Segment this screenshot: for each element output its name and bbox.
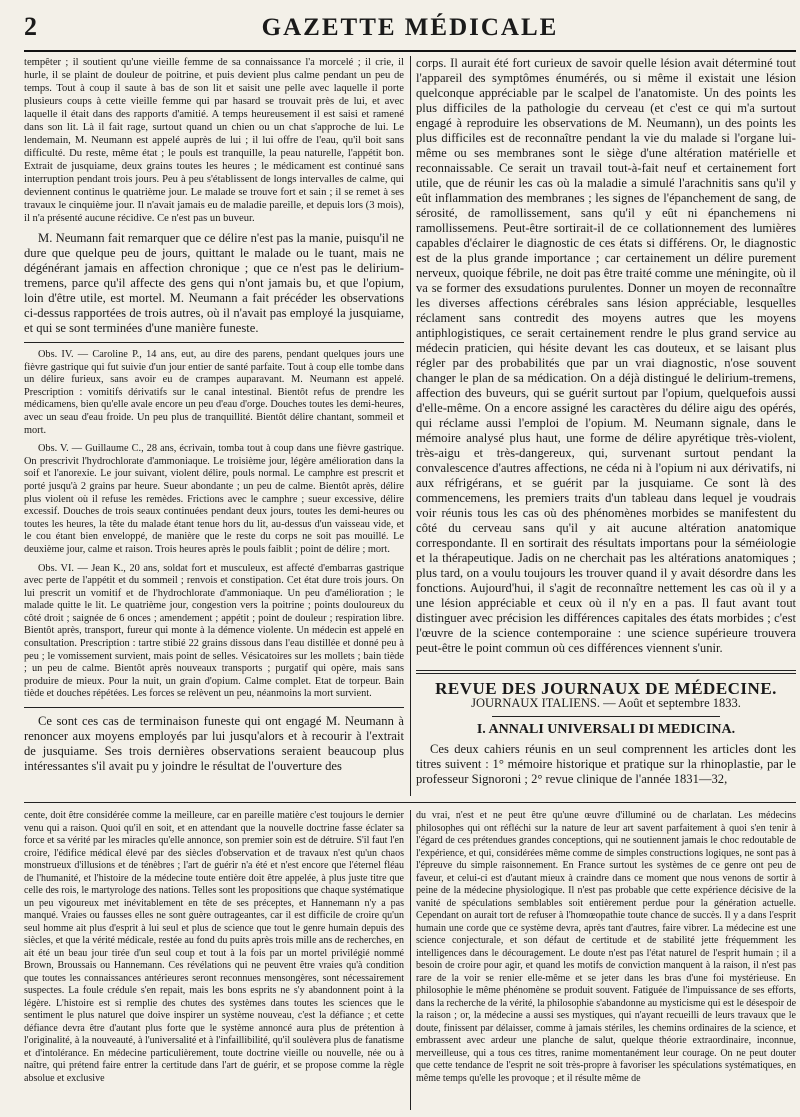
masthead [24,8,796,52]
observation-6: Obs. VI. — Jean K., 20 ans, soldat fort et musculeux, est affecté d'embarras gastrique avec perte de l'appétit et du sommeil ; renvois et constipation. Cet état dure trois jours. On lui prescrit un vomitif et de l'hydrochlorate d'ammoniaque. Un peu d'amélioration ; le malade quitte le lit. Le quatrième jour, congestion vers la poitrine ; points douloureux du côté droit ; saignée de 6 onces ; amendement ; appétit ; point de douleur ; respiration libre. Bientôt après, transport, fureur qui monte à la démence violente. Un médecin est appelé en consultation. Prescription : tartre stibié 22 grains dissous dans l'eau distillée et donné peu à peu ; le vomissement survient, mais point de selles. Vésicatoires sur les mollets ; bain tiède ; un peu de calme. Bientôt après nouveaux transports ; purgatif qui opère, mais sans produire de mieux. Pour la nuit, un grain d'opium. Calme complet. Etat de torpeur. Bain tiède et douches répétées. Les forces se relèvent un peu, néanmoins la mort survient. [24,562,404,700]
feuilleton-section [24,810,796,1110]
divider [492,716,720,717]
top-section [24,56,796,796]
feuilleton-right-column [416,810,796,1110]
observation-5: Obs. V. — Guillaume C., 28 ans, écrivain, tomba tout à coup dans une fièvre gastrique. On prescrivit l'hydrochlorate d'ammoniaque. Le troisième jour, légère amélioration dans la soif et l'anorexie. Le jour suivant, violent délire, pouls normal. Le camphre est prescrit et porté jusqu'à 2 grains par heure. Sueur abondante ; un peu de calme. Bientôt après, délire plus violent où il refuse les remèdes. Frictions avec le camphre ; sueur excessive, délire excessif. Douches de trois seaux continuées pendant deux jours, toutes les demi-heures ou toutes les heures, la tête du malade étant tenue hors du lit, au-dessus d'un vaisseau vide, et le cou étant bien enveloppé, de manière que le reste du corps ne soit pas mouillé. Le deuxième jour, calme et raison. Trois heures après le pouls faiblit ; point de délire ; mort. [24,443,404,555]
feuilleton-right-text: du vrai, n'est et ne peut être qu'une œuvre d'illuminé ou de charlatan. Les médecins philosophes qui ont réfléchi sur la nature de leur art savent parfaitement à quoi s'en tenir à l'égard de ces prétendues grandes conceptions, qui ne soutiennent jamais le choc redoutable de l'expérience, et qui, considérées même comme de simples constructions logiques, ne sont pas à l'épreuve du simple raisonnement. En France surtout les systèmes de ce genre ont peu de faveur, et celui-ci est d'autant mieux à craindre dans ce moment que nous venons de sortir à peine de la médecine physiologique. Il n'est pas probable que cette expérience décisive de la vanité de spéculations semblables soit entièrement perdue pour la génération actuelle. Cependant on aurait tort de refuser à l'homœopathie toute chance de succès. Il y a dans l'esprit humain une corde que ce système devra, après tant d'autres, faire vibrer. La médecine est une science conjecturale, et son défaut de certitude et de stabilité jette fréquemment les intelligences dans le découragement. Le doute n'est pas l'état naturel de l'esprit humain ; il a besoin de croire pour agir, et quand les motifs de conviction manquent à la raison, il n'est pas rare de la voir se renier elle-même et se jeter dans les bras d'une foi mystérieuse. En philosophie le même phénomène se produit souvent. Fatiguée de l'impuissance de ses efforts, dans la recherche de la vérité, la philosophie s'abandonne au mysticisme qui est le désespoir de la raison ; or, la médecine a aussi ses mystiques, qui n'ayant recueilli de leurs travaux que le doute, finissent par délaisser, comme à jamais stériles, les chemins ordinaires de la science, et embrassent avec ardeur une planche de salut, quelque théorie extraordinaire, inconnue, merveilleuse, qui a tous ces titres, ranime momentanément leur courage. On ne peut douter que cette tendance de l'esprit ne soit très-propre à favoriser les spéculations systématiques, en même temps qu'elle les provoque ; et il résulte même de [416,810,796,1084]
section-rule [416,670,796,674]
feuilleton-left-text: cente, doit être considérée comme la meilleure, car en pareille matière c'est toujours le dernier venu qui a raison. Quoi qu'il en soit, et en attendant que la nouvelle doctrine fasse éclater sa force et sa vérité par les miracles qu'elle annonce, son premier soin est de détruire. S'il faut l'en croire, l'édifice médical élevé par des siècles d'observation et de travaux n'est qu'un chaos monstrueux d'illusions et de ténèbres ; l'art de guérir n'a été et n'est encore que l'éternel fléau de l'humanité, et l'histoire de la médecine toute entière doit être appelée, à plus juste titre que celle des rois, le martyrologe des nations. Telles sont les propositions que chaque systématique un peu vigoureux met inévitablement en tête de ses préceptes, et Hannemann n'y a pas manqué. Vraies ou fausses elles ne sont guère outrageantes, car il est difficile de croire qu'un seul homme ait plus d'esprit à lui seul et plus de science que tout le genre humain depuis des siècles, et que la vérité médicale, restée au fond du puits après trois mille ans de recherches, en ait été un beau jour tirée d'un seul coup et tout à la fois par un mortel privilégié nommé Brown, Broussais ou Hannemann. Ces révélations qui ne peuvent être vraies qu'à condition que toutes les connaissances antérieures seront reconnues mensongères, sont nécessairement suspectes. La foule crédule s'en repait, mais les bons esprits ne s'y abandonnent point à la légère. L'histoire est si remplie des chutes des systèmes dans toutes les sciences que le sentiment le plus naturel que doive inspirer un système nouveau, c'est la défiance ; et cette défiance devra être d'autant plus forte que le système annoncé aura plus de prétention à l'originalité, à la nouveauté, à l'universalité et à l'infaillibilité, qu'il soulèvera plus de fanatisme et d'intolérance. En médecine particulièrement, toute doctrine vieille ou nouvelle, née ou à naître, qui prétend faire entrer la certitude dans l'art de guérir, et se propose comme la règle absolue et exclusive [24,810,404,1084]
divider [24,342,404,343]
feuilleton-rule [24,802,796,803]
section-subtitle: JOURNAUX ITALIENS. — Août et septembre 1833. [471,696,741,710]
right-paragraph-1: corps. Il aurait été fort curieux de savoir quelle lésion avait déterminé tout l'appareil des symptômes énumérés, ou si même il existait une lésion quelconque appréciable par le scalpel de l'anatomiste. Un des points les plus difficiles de la pathologie du cerveau (et c'est ce qui m'a surtout engagé à reproduire les observations de M. Neumann), un des points les plus difficiles est de reconnaître pendant la vie du malade si l'organe lui-même ou ses membranes sont le siège d'une altération matérielle et reconnaissable. Ce serait un travail tout-à-fait neuf et certainement fort utile, que de réunir les cas où la maladie a simulé l'arachnitis sans qu'il y eût inflammation des membranes ; les signes de l'épanchement de sang, de sérosité, de ramollissement, sans qu'il y eût ni épanchemens ni ramollissemens. Peut-être sortirait-il de ce collationnement des lumières capables d'éclairer le diagnostic de ces états si différens. Or, le diagnostic est de la plus grande importance ; car certainement un délire purement nerveux, quoique fébrile, ne doit pas être traité comme une méningite, où il va se former des exsudations purulentes. Donner un moyen de reconnaître les diverses affections cérébrales sans lésion appréciable, lesquelles réclament sans contredit des moyens autres que les moyens antiphlogistiques, ce serait certainement rendre le plus grand service au médecin praticien, qui hésite devant les cas douteux, et se laisant plus régler par des probabilités que par un vrai diagnostic, n'ose souvent changer le plan de sa médication. On a déjà distingué le delirium-tremens, affection des buveurs, qui se guérit surtout par l'opium, quelquefois aussi d'elle-même. On a encore assigné les caractères du délire aigu des opérés, qui réclame aussi l'emploi de l'opium. M. Neumann signale, dans le mémoire analysé plus haut, une forme de délire apyrétique très-violent, très-aigu et très-dangereux, qui, survenant surtout pendant la convalescence d'autres affections, ne céda ni à l'opium ni aux dérivatifs, ni aux réfrigérans, et se guérit par la jusquiame. Ce sont là des commencemens, les premiers traits d'un tableau dans lequel je voudrais voir réunis tous les cas où des phénomènes morbides se manifestent du côté du cerveau sans qu'il y ait aucune altération anatomique correspondante. Il en sortirait des résultats importans pour la séméiologie et la thérapeutique. Jadis on ne cherchait pas les altérations anatomiques ; plus tard, on a voulu toujours les trouver quand il y avait désordre dans les fonctions. Aujourd'hui, il s'agit de reconnaître nettement les cas où il y a une lésion appréciable et ceux où il n'y en a pas. Il faut avant tout distinguer avec précision les différences capitales des états morbides ; c'est l'œuvre de la science contemporaine : une science supérieure trouvera peut-être le point commun où ces différences viennent s'unir. [416,56,796,655]
observation-4: Obs. IV. — Caroline P., 14 ans, eut, au dire des parens, pendant quelques jours une fièvre gastrique qui fut suivie d'un jour entier de santé parfaite. Tout à coup elle tombe dans un délire furieux, sans avoir eu de crampes auparavant. M. Neumann est appelé. Prescription : vomitifs dérivatifs sur le canal intestinal. Bientôt refus de prendre les médicamens, bien qu'elle avale encore un peu d'eau d'orge. Douches toutes les demi-heures, avec un seau d'eau froide. Un peu plus de tranquillité. Bientôt délire chantant, sommeil et mort. [24,349,404,436]
gazette-title: GAZETTE MÉDICALE [261,14,559,41]
divider [24,707,404,708]
right-paragraph-2: Ces deux cahiers réunis en un seul comprennent les articles dont les titres suivent : 1° mémoire historique et pratique sur la rhinoplastie, par le professeur Signoroni ; 2° revue clinique de l'année 1831—32, [416,742,796,786]
section-title: REVUE DES JOURNAUX DE MÉDECINE. [435,679,777,698]
column-rule [410,56,411,796]
left-column [24,56,404,796]
page-number: 2 [24,12,37,41]
column-rule [410,810,411,1110]
left-paragraph-3: Ce sont ces cas de terminaison funeste qui ont engagé M. Neumann à renoncer aux moyens employés par lui jusqu'alors et à recourir à l'extrait de jusquiame. Ses trois dernières observations seraient beaucoup plus intéressantes s'il avait pu y joindre le résultat de l'ouverture des [24,714,404,774]
section-heading: I. ANNALI UNIVERSALI DI MEDICINA. [476,722,736,737]
review-section [416,670,796,787]
left-paragraph-1: tempêter ; il soutient qu'une vieille femme de sa connaissance l'a morcelé ; il crie, il hurle, il se plaint de douleur de poitrine, et puis devient plus calme pendant un peu de temps. Tout à coup il saute à bas de son lit et saisit une pelle avec laquelle il porte plusieurs coups à cette vieille femme qui par hasard se trouvait près de lui, et avec laquelle il était dans des rapports d'amitié. A temps heureusement il est saisi et ramené dans son lit. Là il fait rage, surtout quand un chien ou un chat s'approche de lui. Le lendemain, M. Neumann est appelé auprès de lui ; il lui offre de l'eau, qu'il boit sans difficulté. Du reste, même état ; le pouls est tranquille, la peau naturelle, l'appétit bon. Extrait de jusquiame, deux grains toutes les heures ; le médicament est continué sans interruption pendant trois jours. Peu à peu s'établissent de longs intervalles de calme, qui deviennent continus le quatrième jour. Le malade se trouve fort et sain ; il se remet à ses travaux le cinquième jour. Il n'avait jamais eu de maladie pareille, et depuis lors (3 mois), il n'a présenté aucune récidive. Ce n'est pas un buveur. [24,57,404,224]
left-paragraph-2: M. Neumann fait remarquer que ce délire n'est pas la manie, puisqu'il ne dure que quelque peu de jours, quittant le malade ou le tuant, mais ne dégénérant jamais en affection chronique ; que ce n'est pas le delirium-tremens, parce qu'il affecte des gens qui n'ont jamais bu, et que l'opium, loin d'être utile, est mortel. M. Neumann a fait précéder les observations ci-dessus rapportées de trois autres, où il n'avait pas employé la jusquiame, et qui se sont terminées d'une manière funeste. [24,231,404,335]
right-column [416,56,796,796]
newspaper-page [24,8,796,1110]
feuilleton-left-column [24,810,404,1110]
